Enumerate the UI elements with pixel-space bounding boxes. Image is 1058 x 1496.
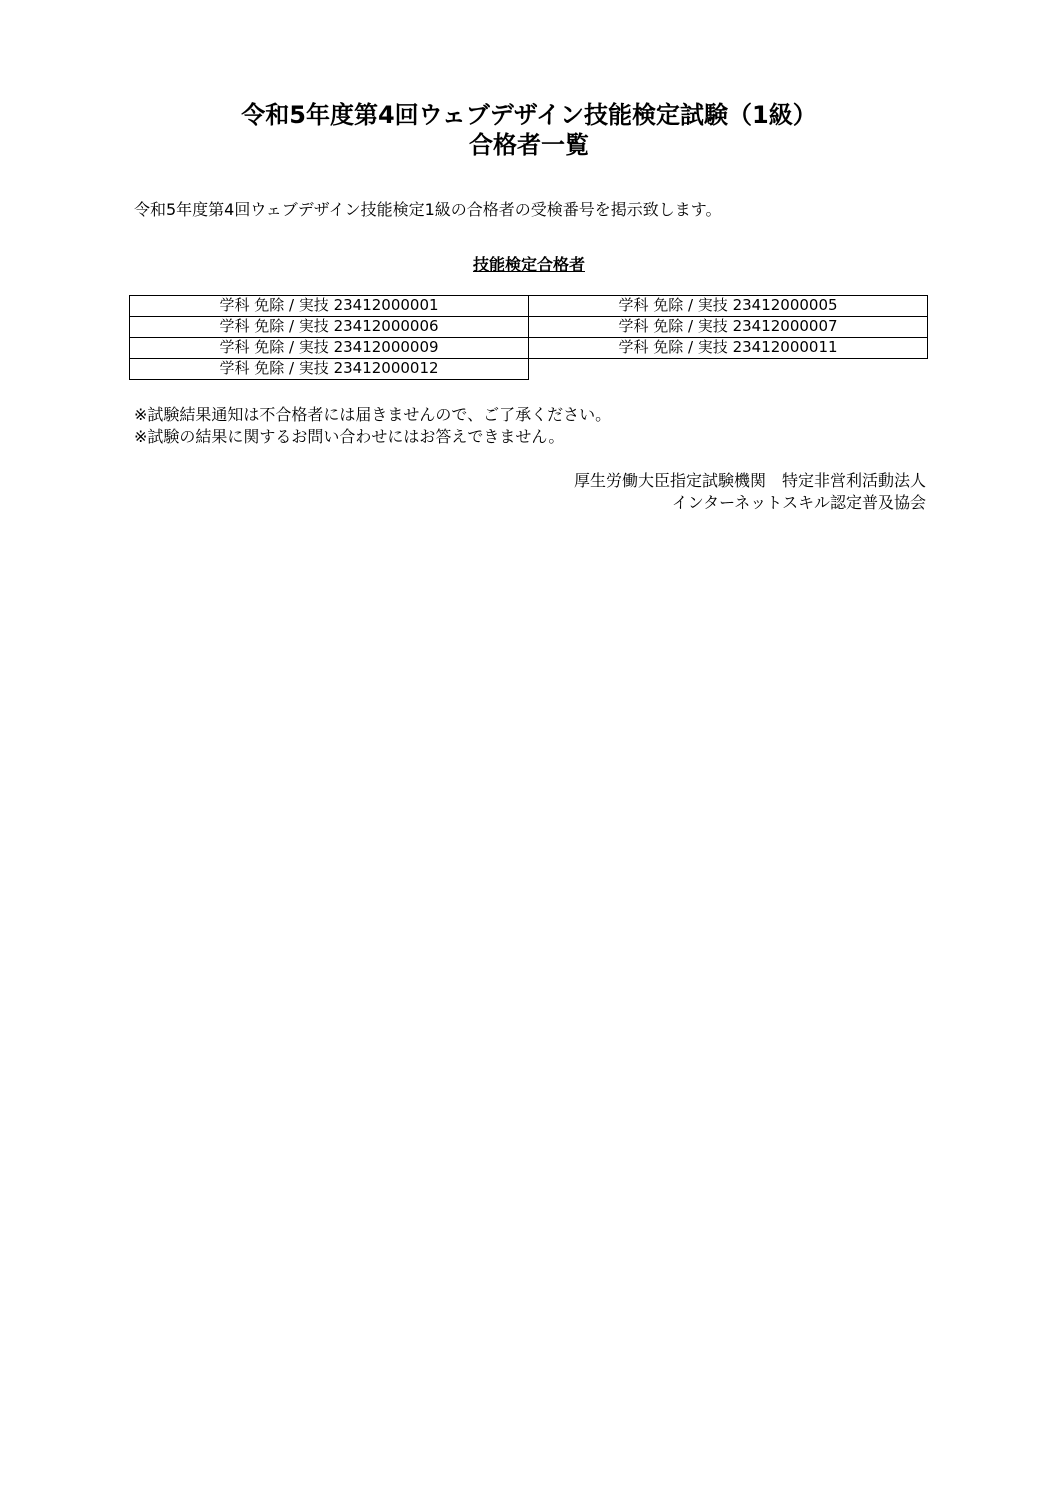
passer-cell: 学科 免除 / 実技 23412000009 bbox=[129, 337, 529, 359]
section-heading: 技能検定合格者 bbox=[472, 255, 585, 274]
issuer-signature bbox=[574, 470, 926, 514]
passer-cell: 学科 免除 / 実技 23412000007 bbox=[528, 316, 928, 338]
passer-cell: 学科 免除 / 実技 23412000012 bbox=[129, 358, 529, 380]
issuer-line-2: インターネットスキル認定普及協会 bbox=[671, 493, 926, 512]
intro-text: 令和5年度第4回ウェブデザイン技能検定1級の合格者の受検番号を掲示致します。 bbox=[134, 200, 722, 219]
passer-cell: 学科 免除 / 実技 23412000011 bbox=[528, 337, 928, 359]
note-line-1: ※試験結果通知は不合格者には届きませんので、ご了承ください。 bbox=[134, 405, 612, 424]
passer-cell: 学科 免除 / 実技 23412000001 bbox=[129, 295, 529, 317]
issuer-line-1: 厚生労働大臣指定試験機関 特定非営利活動法人 bbox=[573, 471, 926, 490]
passer-table bbox=[129, 295, 929, 383]
title-line-2: 合格者一覧 bbox=[469, 131, 589, 159]
page-title bbox=[0, 100, 1058, 160]
passer-cell: 学科 免除 / 実技 23412000006 bbox=[129, 316, 529, 338]
passer-cell: 学科 免除 / 実技 23412000005 bbox=[528, 295, 928, 317]
title-line-1: 令和5年度第4回ウェブデザイン技能検定試験（1級） bbox=[241, 101, 817, 129]
note-line-2: ※試験の結果に関するお問い合わせにはお答えできません。 bbox=[134, 427, 565, 446]
